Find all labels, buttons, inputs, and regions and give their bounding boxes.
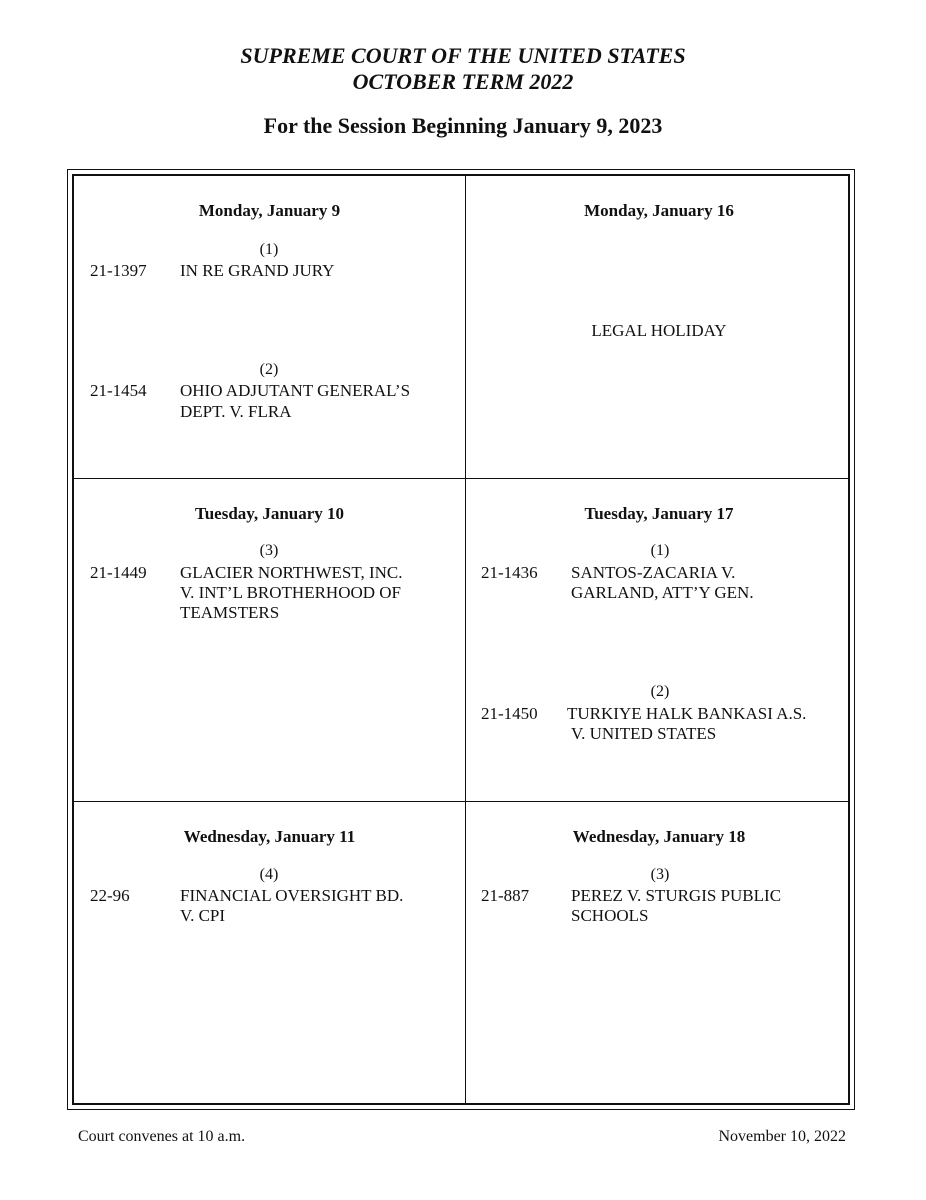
court-title: SUPREME COURT OF THE UNITED STATES [240,43,686,68]
day-heading: Tuesday, January 10 [194,504,345,523]
case-name: V. CPI [180,906,226,925]
legal-holiday-note: LEGAL HOLIDAY [591,321,727,340]
docket-number: 21-1454 [90,381,147,400]
day-heading: Monday, January 9 [198,201,341,220]
day-heading: Wednesday, January 11 [183,827,356,846]
cell-monday-jan-16 [466,176,852,478]
day-heading: Monday, January 16 [584,201,734,220]
case-name: IN RE GRAND JURY [180,261,335,280]
case-name: TEAMSTERS [180,603,280,622]
case-name: GARLAND, ATT’Y GEN. [571,583,754,602]
case-order: (3) [650,866,670,883]
case-order: (1) [650,542,670,559]
case-name: OHIO ADJUTANT GENERAL’S [180,381,411,400]
case-name: SCHOOLS [571,906,649,925]
case-name: DEPT. V. FLRA [180,402,292,421]
convene-time-note: Court convenes at 10 a.m. [78,1128,246,1145]
case-name: SANTOS-ZACARIA V. [571,563,736,582]
cell-tuesday-jan-10 [74,479,465,801]
case-name: TURKIYE HALK BANKASI A.S. [567,704,807,723]
cell-wednesday-jan-18 [466,802,852,1105]
term-title: OCTOBER TERM 2022 [352,69,574,94]
case-name: GLACIER NORTHWEST, INC. [180,563,403,582]
day-heading: Tuesday, January 17 [584,504,734,523]
case-order: (2) [650,683,670,700]
cell-tuesday-jan-17 [466,479,852,801]
case-order: (1) [259,241,279,258]
case-name: V. INT’L BROTHERHOOD OF [180,583,401,602]
session-title: For the Session Beginning January 9, 2023 [263,113,663,138]
case-order: (4) [259,866,279,883]
calendar-grid [72,174,850,1105]
case-order: (2) [259,361,279,378]
case-order: (3) [259,542,279,559]
docket-number: 21-1449 [90,563,147,582]
case-name: V. UNITED STATES [571,724,717,743]
docket-number: 22-96 [90,886,130,905]
day-heading: Wednesday, January 18 [572,827,746,846]
docket-number: 21-1450 [481,704,538,723]
issue-date: November 10, 2022 [718,1128,846,1145]
cell-wednesday-jan-11 [74,802,465,1105]
cell-monday-jan-9 [74,176,465,478]
docket-number: 21-1397 [90,261,147,280]
docket-number: 21-1436 [481,563,538,582]
docket-number: 21-887 [481,886,530,905]
case-name: FINANCIAL OVERSIGHT BD. [180,886,404,905]
calendar-frame [67,169,855,1110]
case-name: PEREZ V. STURGIS PUBLIC [571,886,782,905]
